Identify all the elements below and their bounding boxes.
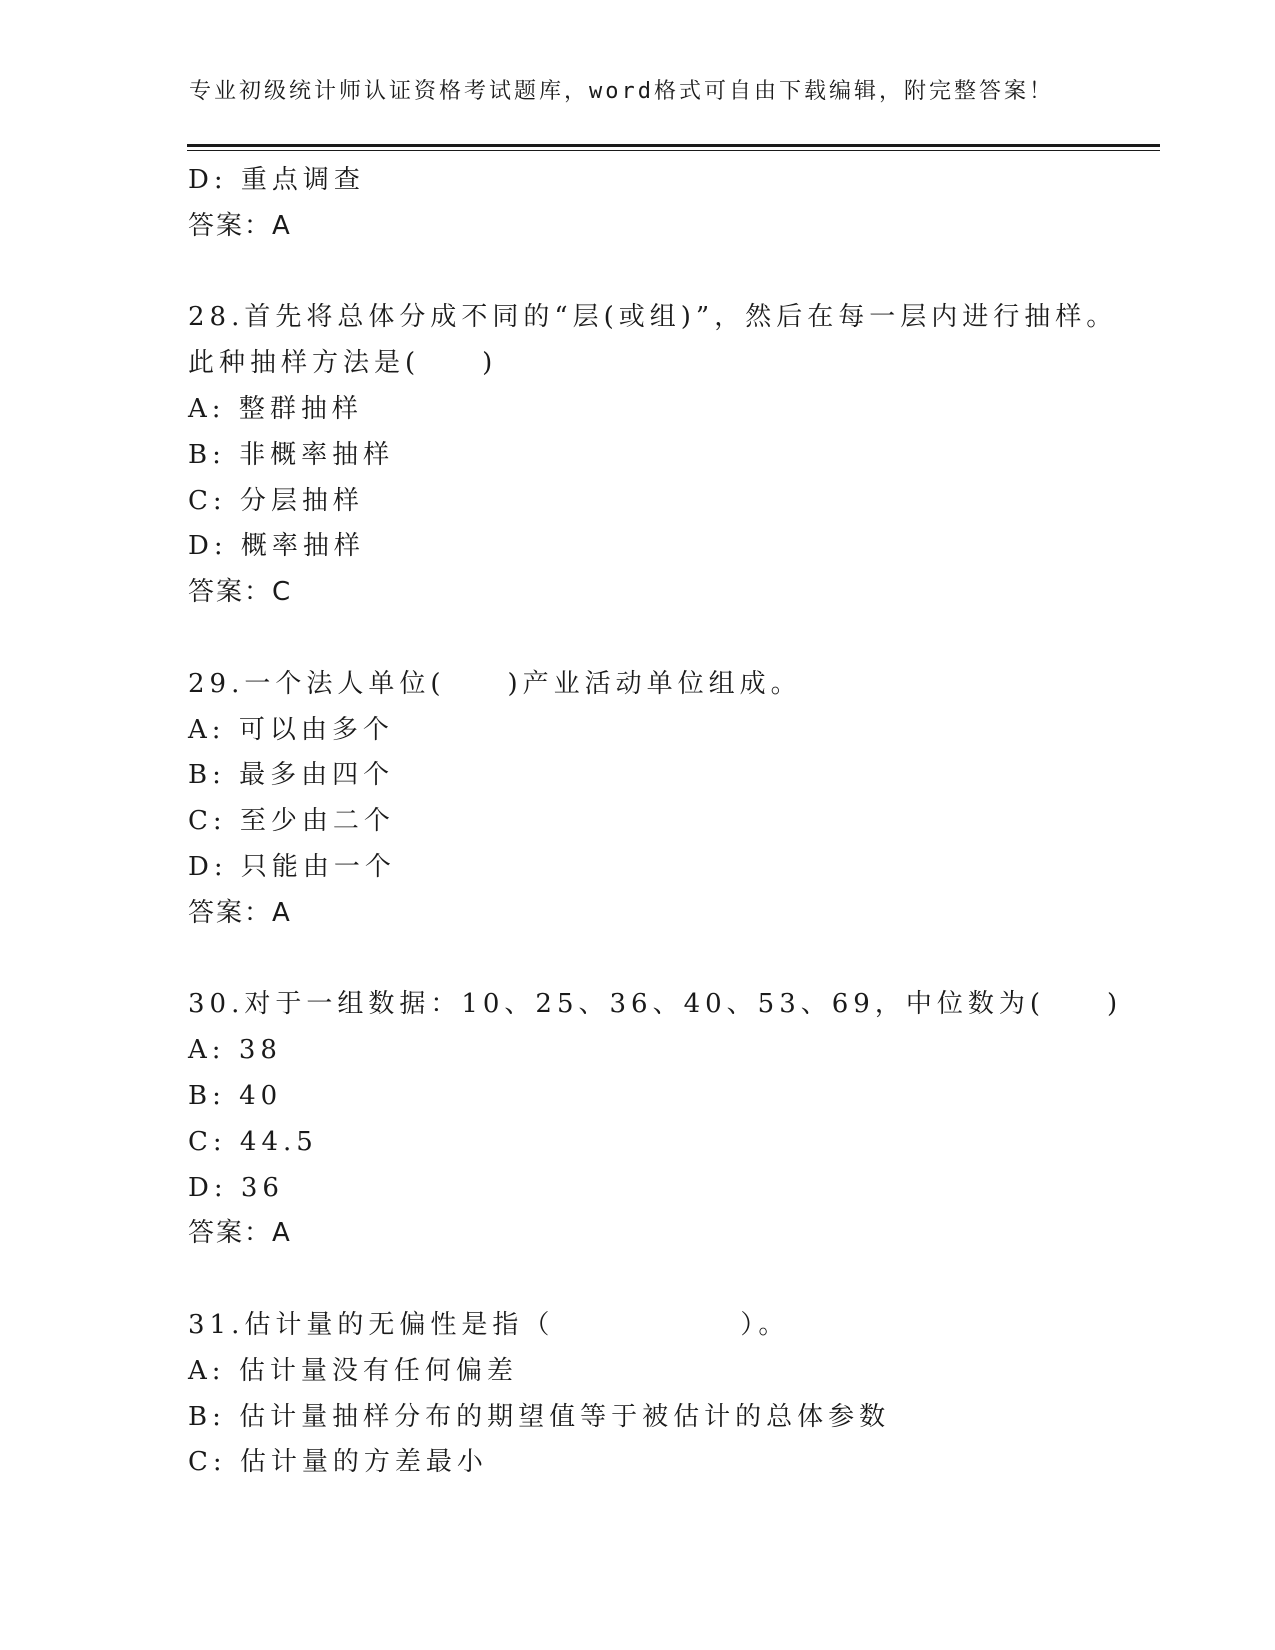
answer-line: 答案：C: [188, 577, 293, 608]
header-rule-thin: [187, 150, 1160, 151]
header-rule-thick: [187, 144, 1160, 147]
option-item: A: 可以由多个: [188, 714, 394, 745]
question-stem: 30.对于一组数据：10、25、36、40、53、69，中位数为( ): [188, 989, 1123, 1020]
spacer: [188, 616, 1188, 662]
question-stem: 28.首先将总体分成不同的“层(或组)”，然后在每一层内进行抽样。: [188, 302, 1118, 333]
option-item: C: 估计量的方差最小: [188, 1447, 488, 1478]
option-item: A: 估计量没有任何偏差: [188, 1355, 518, 1386]
answer-line: 答案：A: [188, 897, 292, 928]
option-item: B: 非概率抽样: [188, 439, 395, 470]
question-stem: 29.一个法人单位( )产业活动单位组成。: [188, 668, 802, 699]
spacer: [188, 937, 1188, 983]
question-stem: 31.估计量的无偏性是指（ ）。: [188, 1309, 790, 1340]
option-item: B: 最多由四个: [188, 760, 395, 791]
option-item: D: 只能由一个: [188, 851, 396, 882]
option-item: D: 概率抽样: [188, 531, 365, 562]
option-item: A: 整群抽样: [188, 393, 363, 424]
question-content: [188, 158, 1188, 1486]
page-header: 专业初级统计师认证资格考试题库，word格式可自由下载编辑，附完整答案！: [189, 79, 1054, 104]
option-item: D: 36: [188, 1172, 284, 1203]
answer-line: 答案：A: [188, 1218, 292, 1249]
option-item: C: 分层抽样: [188, 485, 364, 516]
option-item: B: 40: [188, 1080, 283, 1111]
spacer: [188, 250, 1188, 296]
answer-line: 答案：A: [188, 210, 292, 241]
option-item: D: 重点调查: [188, 165, 365, 195]
option-item: A: 38: [188, 1035, 282, 1066]
question-stem: 此种抽样方法是( ): [188, 348, 498, 379]
spacer: [188, 1257, 1188, 1303]
option-item: C: 44.5: [188, 1126, 318, 1157]
option-item: B: 估计量抽样分布的期望值等于被估计的总体参数: [188, 1401, 891, 1432]
option-item: C: 至少由二个: [188, 806, 395, 837]
